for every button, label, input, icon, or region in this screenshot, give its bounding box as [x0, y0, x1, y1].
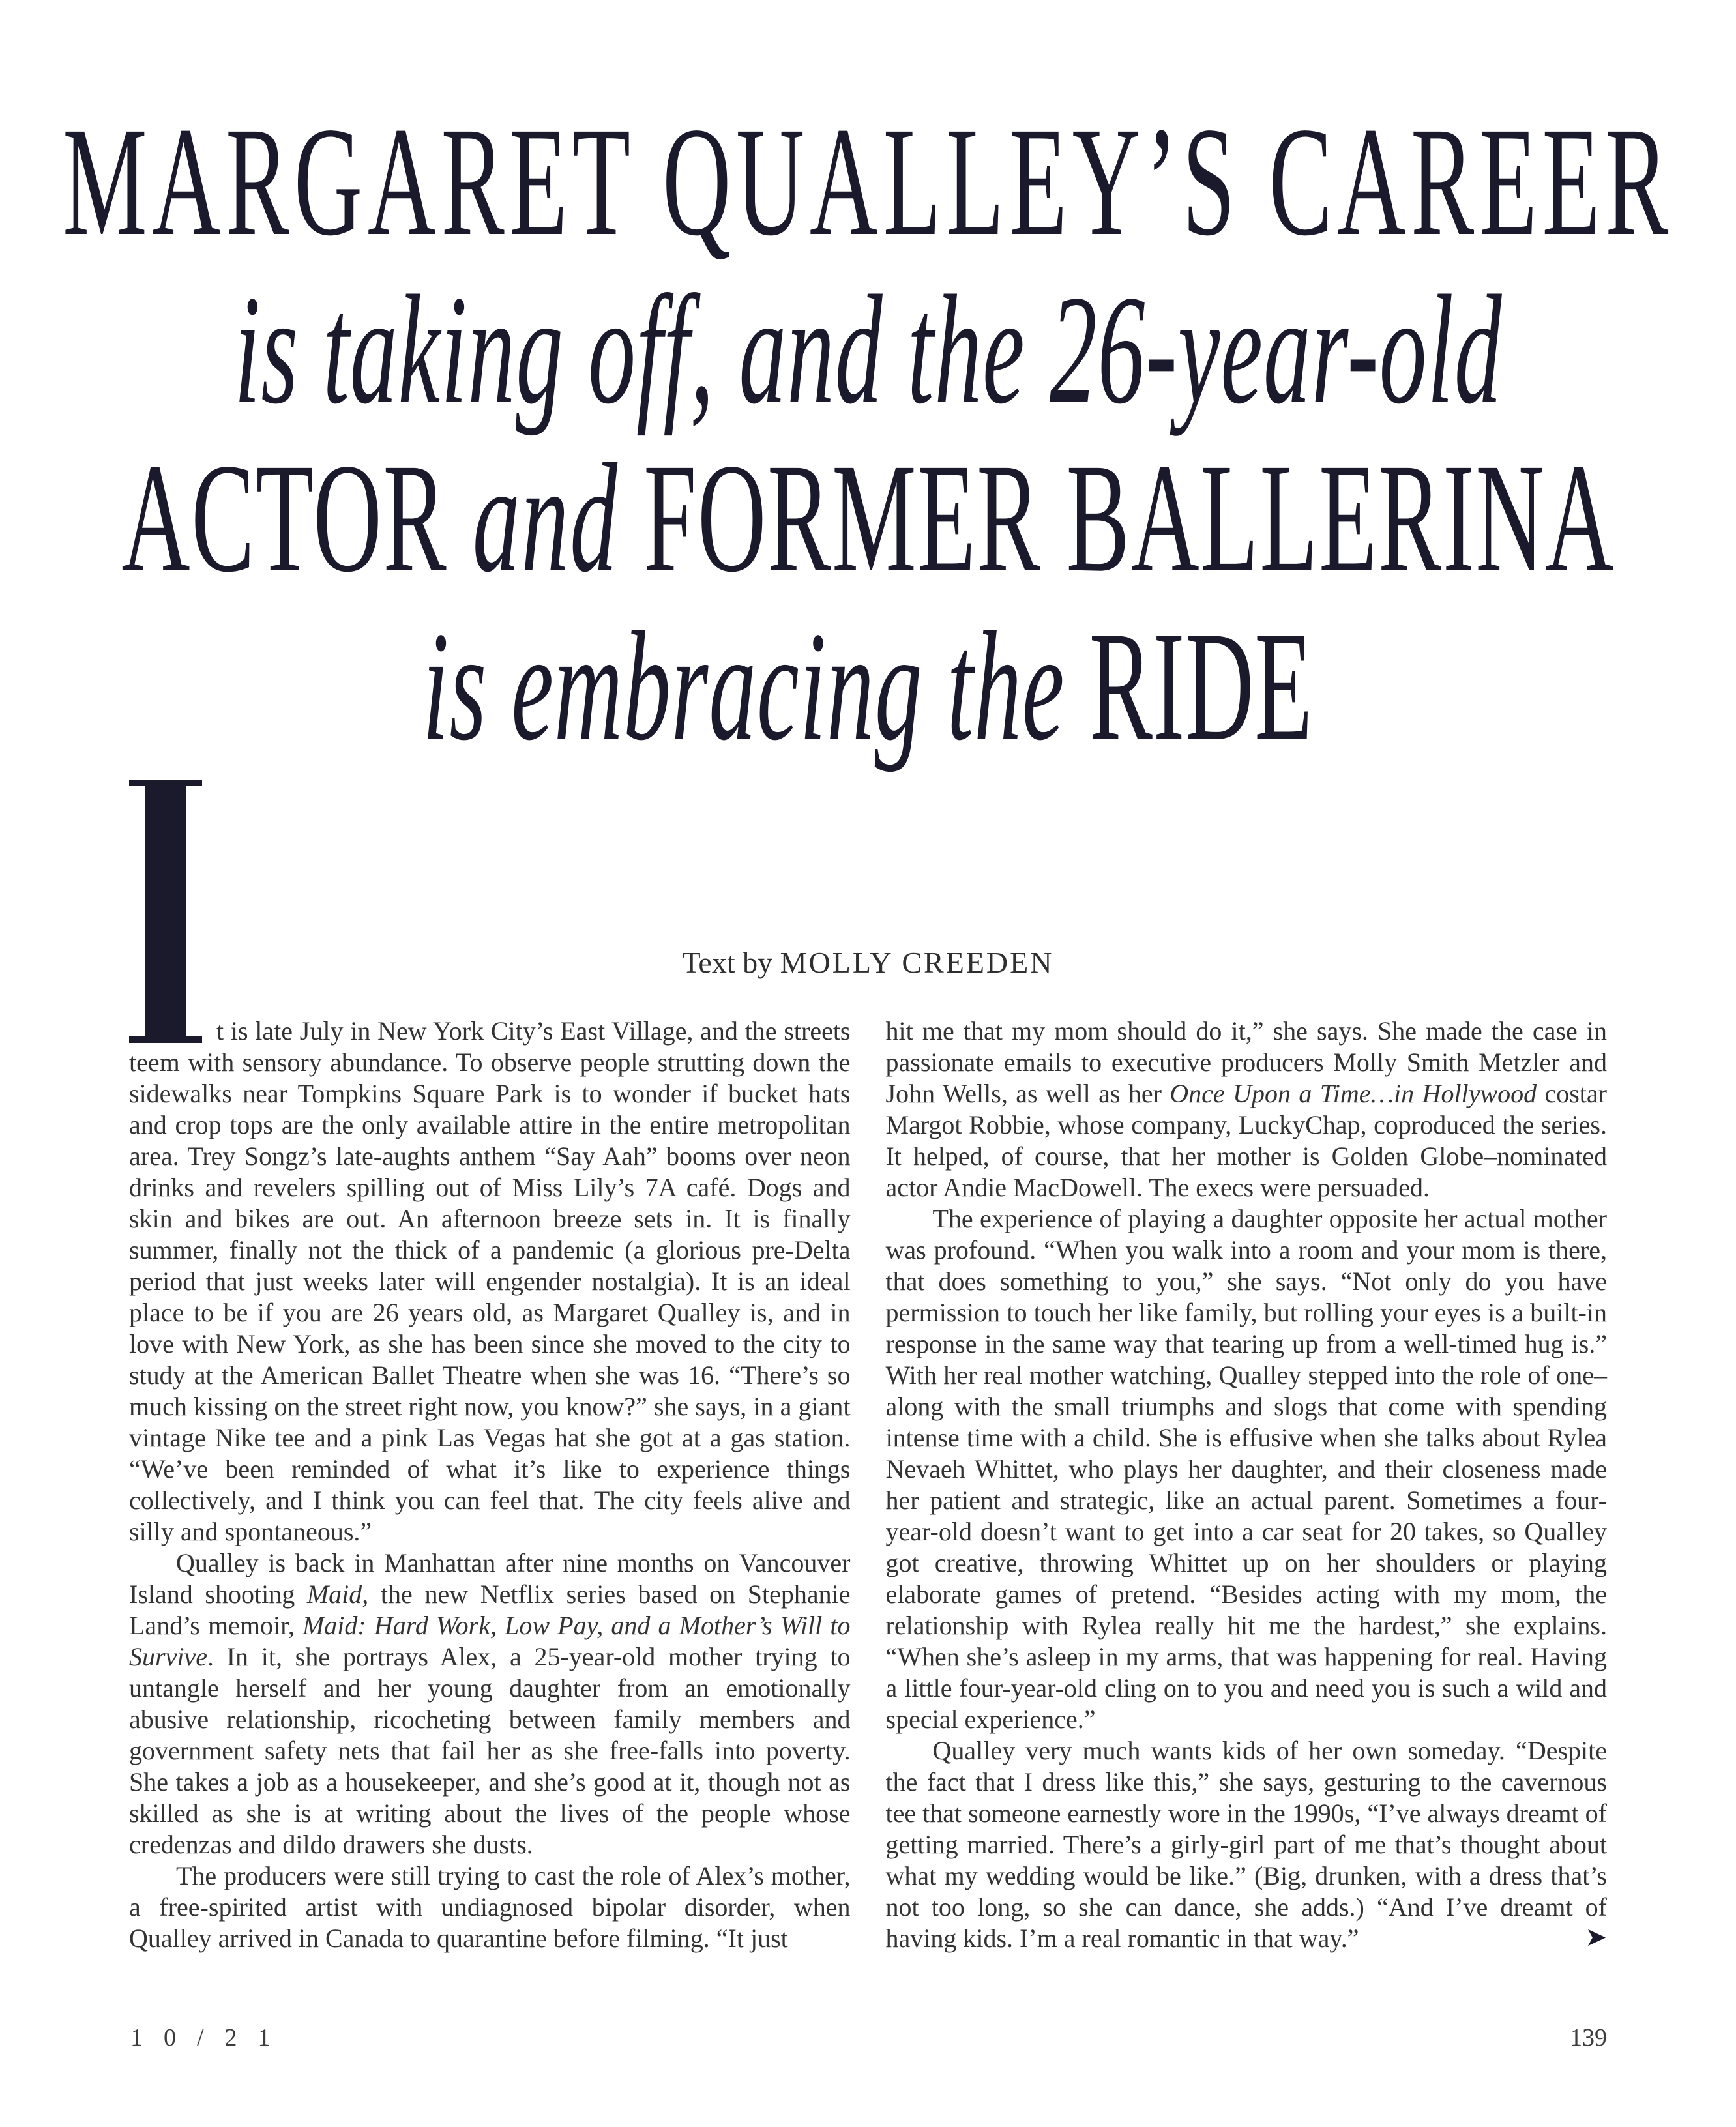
- body-paragraph: [886, 1016, 1608, 1203]
- body-paragraph: [886, 1203, 1608, 1735]
- headline-text: MARGARET QUALLEY’S CAREER: [63, 95, 1673, 269]
- italic-text: Once Upon a Time…in Hollywood: [1170, 1079, 1537, 1108]
- continued-arrow-icon: ➤: [1585, 1922, 1607, 1952]
- body-columns: [129, 1016, 1607, 1954]
- italic-text: is embracing the: [422, 600, 1090, 773]
- headline-line-2: [0, 263, 1736, 437]
- headline-text: [422, 596, 1313, 776]
- left-column: [129, 1016, 851, 1954]
- right-column: [886, 1016, 1608, 1954]
- text-segment: ACTOR: [121, 432, 473, 605]
- text-segment: Qualley is back in Manhattan after nine months on Vancouver Island shooting: [129, 1548, 851, 1609]
- text-segment: The experience of playing a daughter opposite her actual mother was profound. “When you walk into a room and your mom is there, that does something to you,” she says. “Not only do you have permission to touch her like family, but rolling your eyes is a built-in response in the same way that tearing up from a well-timed hug is.” With her real mother watching, Qualley stepped into the role of one–along with the small triumphs and slogs that come with spending intense time with a child. She is effusive when she talks about Rylea Nevaeh Whittet, who plays her daughter, and their closeness made her patient and strategic, like an actual parent. Sometimes a four-year-old doesn’t want to get into a car seat for 20 takes, so Qualley got creative, throwing Whittet up on her shoulders or playing elaborate games of pretend. “Besides acting with my mom, the relationship with Rylea really hit me the hardest,” she explains. “When she’s asleep in my arms, that was happening for real. Having a little four-year-old cling on to you and need you is such a wild and special experience.”: [885, 1204, 1607, 1734]
- drop-cap-stem: [145, 782, 186, 1041]
- headline-line-3: [0, 432, 1736, 605]
- byline-author: MOLLY CREEDEN: [780, 946, 1054, 979]
- body-paragraph: [129, 1548, 851, 1860]
- italic-text: and: [472, 432, 619, 605]
- text-segment: FORMER BALLERINA: [618, 432, 1615, 605]
- italic-text: Maid: [306, 1579, 362, 1609]
- byline-prefix: Text by: [682, 946, 773, 979]
- drop-cap: [129, 780, 202, 1043]
- text-segment: The producers were still trying to cast the role of Alex’s mother, a free-spirited artist with undiagnosed bipolar disorder, when Qualley arrived in Canada to quarantine before filming. “It just: [129, 1861, 851, 1953]
- text-segment: , the new Netflix series based on Stephanie Land’s memoir,: [129, 1579, 851, 1640]
- text-segment: Qualley very much wants kids of her own someday. “Despite the fact that I dress like this,” she says, gesturing to the cavernous tee that someone earnestly wore in the 1990s, “I’ve always dreamt of getting married. There’s a girly-girl part of me that’s thought about what my wedding would be like.” (Big, drunken, with a dress that’s not too long, so she can dance, she adds.) “And I’ve dreamt of having kids. I’m a real romantic in that way.”: [885, 1736, 1607, 1953]
- text-segment: RIDE: [1089, 600, 1314, 773]
- byline: [0, 945, 1736, 982]
- italic-text: Maid: Hard Work, Low Pay, and a Mother’s Will to Survive: [129, 1611, 851, 1671]
- text-segment: costar Margot Robbie, whose company, LuckyChap, coproduced the series. It helped, of course, that her mother is Golden Globe–nominated actor Andie MacDowell. The execs were persuaded.: [885, 1079, 1607, 1202]
- body-paragraph: [886, 1735, 1608, 1954]
- footer-issue-date: 10/21: [130, 2024, 291, 2051]
- text-segment: t is late July in New York City’s East Village, and the streets teem with sensory abundance. To observe people strutting down the sidewalks near Tompkins Square Park is to wonder if bucket hats and crop tops are the only available attire in the entire metropolitan area. Trey Songz’s late-aughts anthem “Say Aah” booms over neon drinks and revelers spilling out of Miss Lily’s 7A café. Dogs and skin and bikes are out. An afternoon breeze sets in. It is finally summer, finally not the thick of a pandemic (a glorious pre-Delta period that just weeks later will engender nostalgia). It is an ideal place to be if you are 26 years old, as Margaret Qualley is, and in love with New York, as she has been since she moved to the city to study at the American Ballet Theatre when she was 16. “There’s so much kissing on the street right now, you know?” she says, in a giant vintage Nike tee and a pink Las Vegas hat she got at a gas station. “We’ve been reminded of what it’s like to experience things collectively, and I think you can feel that. The city feels alive and silly and spontaneous.”: [129, 1016, 851, 1546]
- drop-cap-spacer: [129, 1016, 216, 1047]
- text-segment: hit me that my mom should do it,” she says. She made the case in passionate emails to executive producers Molly Smith Metzler and John Wells, as well as her: [885, 1016, 1607, 1108]
- headline-text: is taking off, and the 26-year-old: [233, 263, 1503, 437]
- body-paragraph: [129, 1860, 851, 1954]
- article-headline: [0, 95, 1736, 773]
- headline-text: [121, 428, 1615, 608]
- text-segment: . In it, she portrays Alex, a 25-year-old mother trying to untangle herself and her young daughter from an emotionally abusive relationship, ricocheting between family members and government safety nets that fail her as she free-falls into poverty. She takes a job as a housekeeper, and she’s good at it, though not as skilled as she is at writing about the lives of the people whose credenzas and dildo drawers she dusts.: [129, 1642, 851, 1859]
- footer-page-number: 139: [1570, 2024, 1607, 2051]
- body-paragraph: [129, 1016, 851, 1548]
- headline-line-4: [0, 600, 1736, 773]
- headline-line-1: [0, 95, 1736, 269]
